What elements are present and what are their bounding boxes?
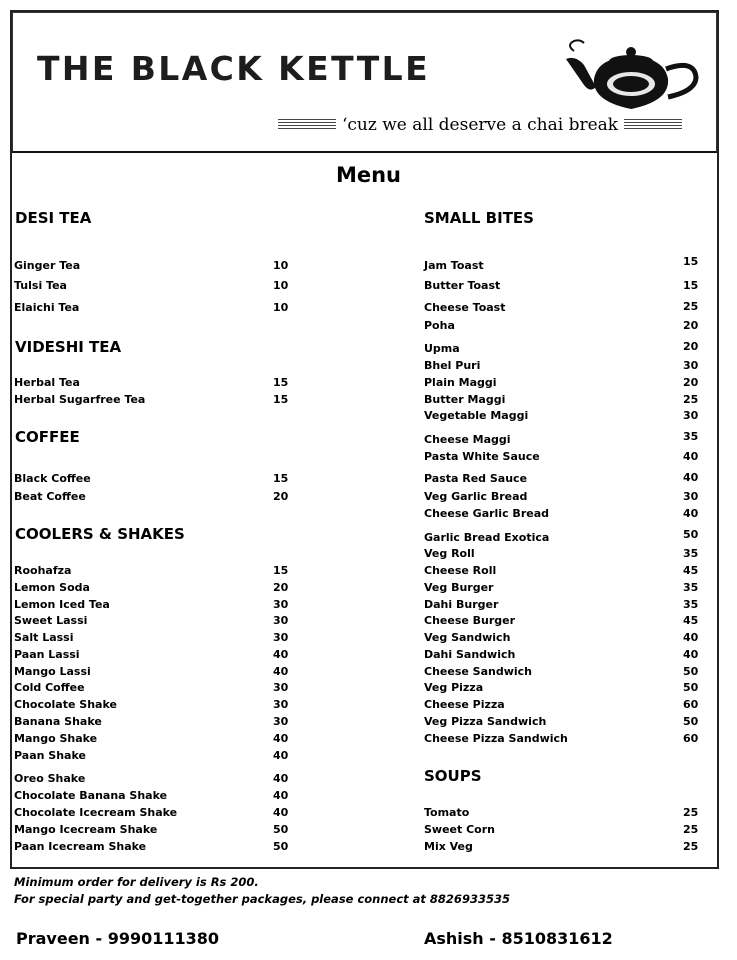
menu-item: Salt Lassi (14, 631, 74, 644)
item-price: 40 (273, 772, 289, 785)
tagline: ‘cuz we all deserve a chai break (342, 115, 619, 135)
menu-item: Paan Icecream Shake (14, 840, 147, 853)
menu-item: Veg Garlic Bread (424, 490, 528, 503)
delivery-note: Minimum order for delivery is Rs 200. (14, 875, 259, 889)
menu-item: Butter Toast (424, 279, 501, 292)
menu-item: Veg Sandwich (424, 631, 511, 644)
menu-item: Dahi Sandwich (424, 648, 516, 661)
menu-item: Cheese Burger (424, 614, 516, 627)
item-price: 15 (273, 376, 289, 389)
decorative-stripes-right (624, 119, 682, 131)
item-price: 50 (683, 681, 699, 694)
brand-title: THE BLACK KETTLE (37, 49, 431, 88)
item-price: 10 (273, 301, 289, 314)
section-title-coffee: COFFEE (15, 428, 80, 446)
item-price: 40 (683, 648, 699, 661)
item-price: 20 (683, 376, 699, 389)
item-price: 30 (273, 598, 289, 611)
menu-item: Paan Lassi (14, 648, 80, 661)
menu-item: Chocolate Shake (14, 698, 117, 711)
item-price: 25 (683, 806, 699, 819)
menu-item: Paan Shake (14, 749, 86, 762)
section-title-coolers-shakes: COOLERS & SHAKES (15, 525, 185, 543)
header-banner (12, 12, 717, 153)
item-price: 30 (683, 409, 699, 422)
item-price: 40 (273, 732, 289, 745)
item-price: 30 (273, 698, 289, 711)
menu-item: Mix Veg (424, 840, 473, 853)
menu-item: Mango Lassi (14, 665, 91, 678)
item-price: 15 (273, 564, 289, 577)
item-price: 15 (273, 393, 289, 406)
item-price: 30 (273, 715, 289, 728)
menu-item: Banana Shake (14, 715, 102, 728)
item-price: 40 (273, 648, 289, 661)
menu-item: Veg Pizza (424, 681, 484, 694)
menu-item: Roohafza (14, 564, 72, 577)
menu-item: Beat Coffee (14, 490, 86, 503)
item-price: 25 (683, 300, 699, 313)
menu-item: Garlic Bread Exotica (424, 531, 550, 544)
menu-item: Sweet Lassi (14, 614, 88, 627)
item-price: 10 (273, 259, 289, 272)
item-price: 35 (683, 430, 699, 443)
menu-item: Cold Coffee (14, 681, 85, 694)
item-price: 10 (273, 279, 289, 292)
menu-item: Bhel Puri (424, 359, 481, 372)
item-price: 40 (683, 450, 699, 463)
menu-item: Plain Maggi (424, 376, 497, 389)
decorative-stripes-left (278, 119, 336, 131)
item-price: 25 (683, 840, 699, 853)
item-price: 35 (683, 547, 699, 560)
item-price: 40 (273, 806, 289, 819)
menu-item: Sweet Corn (424, 823, 495, 836)
menu-item: Cheese Pizza Sandwich (424, 732, 568, 745)
menu-item: Chocolate Banana Shake (14, 789, 168, 802)
item-price: 40 (273, 749, 289, 762)
item-price: 15 (683, 279, 699, 292)
item-price: 35 (683, 598, 699, 611)
item-price: 20 (273, 581, 289, 594)
item-price: 40 (273, 789, 289, 802)
menu-item: Elaichi Tea (14, 301, 80, 314)
menu-item: Jam Toast (424, 259, 484, 272)
menu-item: Herbal Sugarfree Tea (14, 393, 146, 406)
menu-item: Tomato (424, 806, 470, 819)
menu-item: Tulsi Tea (14, 279, 67, 292)
contact-praveen: Praveen - 9990111380 (16, 929, 220, 948)
section-title-soups: SOUPS (424, 767, 482, 785)
item-price: 25 (683, 393, 699, 406)
section-title-small-bites: SMALL BITES (424, 209, 534, 227)
item-price: 50 (683, 715, 699, 728)
item-price: 30 (683, 359, 699, 372)
party-note: For special party and get-together packages, please connect at 8826933535 (14, 892, 510, 906)
section-title-videshi-tea: VIDESHI TEA (15, 338, 122, 356)
menu-item: Black Coffee (14, 472, 91, 485)
menu-item: Cheese Roll (424, 564, 497, 577)
item-price: 60 (683, 698, 699, 711)
item-price: 60 (683, 732, 699, 745)
item-price: 30 (273, 681, 289, 694)
menu-item: Vegetable Maggi (424, 409, 529, 422)
section-title-desi-tea: DESI TEA (15, 209, 92, 227)
item-price: 50 (683, 528, 699, 541)
item-price: 45 (683, 564, 699, 577)
tagline-row (278, 115, 682, 135)
menu-item: Lemon Iced Tea (14, 598, 110, 611)
item-price: 40 (683, 631, 699, 644)
menu-item: Dahi Burger (424, 598, 499, 611)
item-price: 50 (273, 823, 289, 836)
item-price: 40 (683, 507, 699, 520)
item-price: 20 (683, 319, 699, 332)
menu-item: Mango Icecream Shake (14, 823, 158, 836)
menu-item: Cheese Garlic Bread (424, 507, 549, 520)
item-price: 40 (273, 665, 289, 678)
menu-item: Upma (424, 342, 460, 355)
menu-item: Poha (424, 319, 455, 332)
kettle-icon (556, 39, 706, 119)
item-price: 25 (683, 823, 699, 836)
item-price: 40 (683, 471, 699, 484)
menu-item: Pasta Red Sauce (424, 472, 528, 485)
menu-item: Cheese Toast (424, 301, 506, 314)
menu-item: Herbal Tea (14, 376, 80, 389)
contact-ashish: Ashish - 8510831612 (424, 929, 613, 948)
menu-item: Oreo Shake (14, 772, 86, 785)
item-price: 20 (273, 490, 289, 503)
menu-item: Veg Burger (424, 581, 494, 594)
menu-item: Butter Maggi (424, 393, 506, 406)
item-price: 35 (683, 581, 699, 594)
item-price: 30 (273, 631, 289, 644)
menu-item: Chocolate Icecream Shake (14, 806, 178, 819)
menu-item: Ginger Tea (14, 259, 81, 272)
menu-title: Menu (335, 163, 402, 187)
item-price: 30 (683, 490, 699, 503)
item-price: 45 (683, 614, 699, 627)
menu-item: Cheese Sandwich (424, 665, 532, 678)
menu-item: Cheese Maggi (424, 433, 511, 446)
item-price: 50 (273, 840, 289, 853)
menu-item: Pasta White Sauce (424, 450, 540, 463)
item-price: 20 (683, 340, 699, 353)
menu-item: Lemon Soda (14, 581, 90, 594)
menu-item: Cheese Pizza (424, 698, 505, 711)
menu-item: Mango Shake (14, 732, 98, 745)
menu-item: Veg Pizza Sandwich (424, 715, 547, 728)
item-price: 30 (273, 614, 289, 627)
item-price: 50 (683, 665, 699, 678)
menu-item: Veg Roll (424, 547, 475, 560)
item-price: 15 (273, 472, 289, 485)
item-price: 15 (683, 255, 699, 268)
